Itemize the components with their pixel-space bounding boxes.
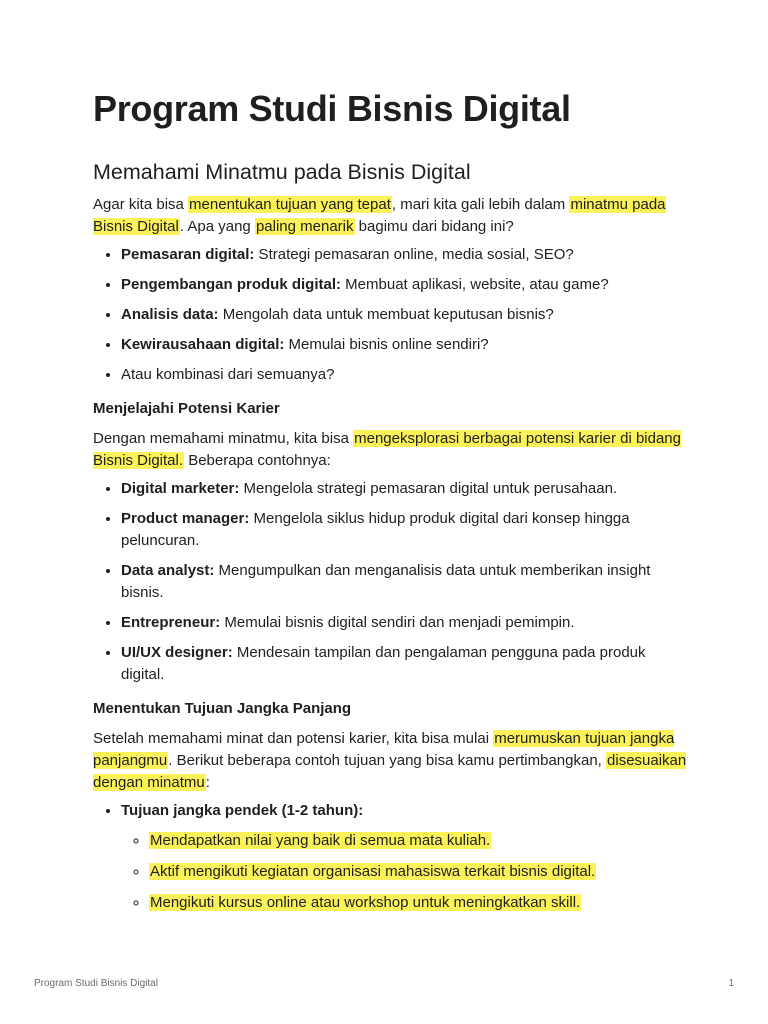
sub-list-item bbox=[149, 892, 693, 914]
list-item bbox=[121, 800, 693, 914]
item-label: Pemasaran digital: bbox=[121, 246, 255, 263]
list-item bbox=[121, 560, 693, 604]
intro-text: , mari kita gali lebih dalam bbox=[391, 196, 570, 213]
highlight: Mengikuti kursus online atau workshop untuk meningkatkan skill. bbox=[150, 894, 581, 911]
intro-text: bagimu dari bidang ini? bbox=[354, 218, 514, 235]
section-heading-karier: Menjelajahi Potensi Karier bbox=[93, 400, 280, 417]
item-text: Mendesain tampilan dan pengalaman pengguna pada produk digital. bbox=[121, 644, 646, 683]
list-item bbox=[121, 334, 693, 356]
item-text: Mengelola strategi pemasaran digital untuk perusahaan. bbox=[239, 480, 618, 497]
highlight: mengeksplorasi berbagai potensi karier di bidang Bisnis Digital. bbox=[93, 430, 681, 469]
intro-text: . Berikut beberapa contoh tujuan yang bisa kamu pertimbangkan, bbox=[168, 752, 607, 769]
item-label: UI/UX designer: bbox=[121, 644, 233, 661]
section-heading-tujuan: Menentukan Tujuan Jangka Panjang bbox=[93, 700, 352, 717]
item-text: Atau kombinasi dari semuanya? bbox=[121, 366, 335, 383]
list-item bbox=[121, 508, 693, 552]
intro-text: Agar kita bisa bbox=[93, 196, 189, 213]
item-label: Digital marketer: bbox=[121, 480, 240, 497]
interest-list bbox=[93, 244, 693, 386]
list-item bbox=[121, 244, 693, 266]
document-page bbox=[93, 86, 693, 923]
footer-title: Program Studi Bisnis Digital bbox=[34, 978, 158, 989]
goal-list bbox=[93, 800, 693, 914]
item-label: Data analyst: bbox=[121, 562, 215, 579]
section-intro-karier bbox=[93, 428, 693, 472]
page-title: Program Studi Bisnis Digital bbox=[93, 88, 571, 129]
list-item bbox=[121, 642, 693, 686]
highlight: paling menarik bbox=[255, 218, 354, 235]
list-item bbox=[121, 364, 693, 386]
sub-list-item bbox=[149, 861, 693, 883]
item-text: Strategi pemasaran online, media sosial, SEO? bbox=[254, 246, 574, 263]
intro-text: Dengan memahami minatmu, kita bisa bbox=[93, 430, 354, 447]
sub-list-item bbox=[149, 830, 693, 852]
section-heading-minat: Memahami Minatmu pada Bisnis Digital bbox=[93, 160, 471, 184]
item-label: Analisis data: bbox=[121, 306, 219, 323]
list-item bbox=[121, 478, 693, 500]
item-text: Memulai bisnis online sendiri? bbox=[284, 336, 489, 353]
page-footer bbox=[34, 978, 734, 989]
list-item bbox=[121, 304, 693, 326]
highlight: merumuskan tujuan jangka panjangmu bbox=[93, 730, 675, 769]
goal-label: Tujuan jangka pendek (1-2 tahun): bbox=[121, 802, 364, 819]
item-text: Membuat aplikasi, website, atau game? bbox=[341, 276, 609, 293]
highlight: Mendapatkan nilai yang baik di semua mata kuliah. bbox=[150, 832, 491, 849]
item-text: Memulai bisnis digital sendiri dan menjadi pemimpin. bbox=[220, 614, 575, 631]
item-label: Pengembangan produk digital: bbox=[121, 276, 342, 293]
item-text: Mengumpulkan dan menganalisis data untuk memberikan insight bisnis. bbox=[121, 562, 651, 601]
highlight: minatmu pada Bisnis Digital bbox=[93, 196, 666, 235]
intro-text: : bbox=[205, 774, 210, 791]
item-text: Mengelola siklus hidup produk digital dari konsep hingga peluncuran. bbox=[121, 510, 630, 549]
item-label: Product manager: bbox=[121, 510, 250, 527]
item-label: Kewirausahaan digital: bbox=[121, 336, 285, 353]
list-item bbox=[121, 612, 693, 634]
intro-text: . Apa yang bbox=[179, 218, 255, 235]
highlight: disesuaikan dengan minatmu bbox=[93, 752, 687, 791]
page-number: 1 bbox=[728, 978, 734, 989]
list-item bbox=[121, 274, 693, 296]
intro-text: Beberapa contohnya: bbox=[184, 452, 331, 469]
item-label: Entrepreneur: bbox=[121, 614, 221, 631]
sub-goal-list bbox=[121, 830, 693, 914]
highlight: menentukan tujuan yang tepat bbox=[189, 196, 391, 213]
highlight: Aktif mengikuti kegiatan organisasi mahasiswa terkait bisnis digital. bbox=[150, 863, 596, 880]
section-intro-minat bbox=[93, 194, 693, 238]
section-intro-tujuan bbox=[93, 728, 693, 794]
career-list bbox=[93, 478, 693, 686]
intro-text: Setelah memahami minat dan potensi karier, kita bisa mulai bbox=[93, 730, 494, 747]
item-text: Mengolah data untuk membuat keputusan bisnis? bbox=[218, 306, 554, 323]
